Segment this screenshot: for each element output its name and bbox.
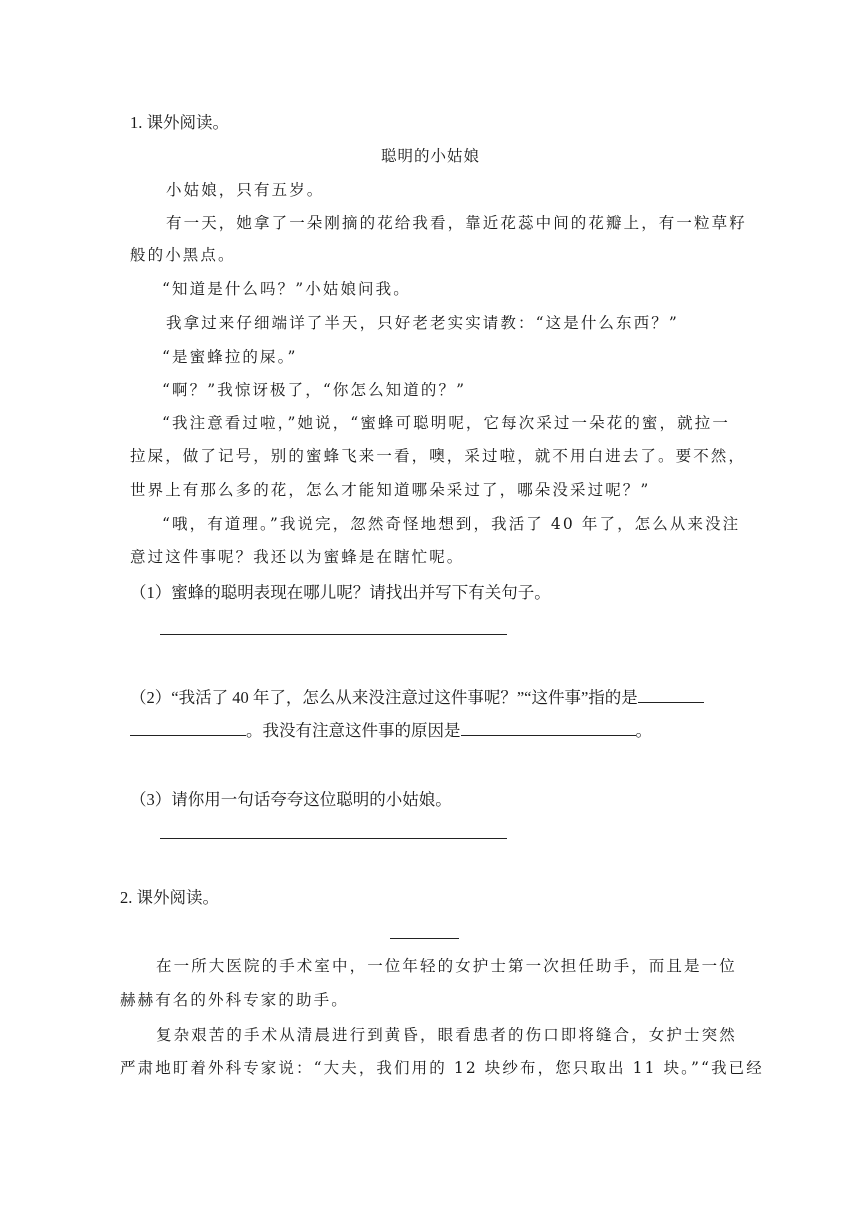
story2-line: 严肃地盯着外科专家说：“大夫，我们用的 12 块纱布，您只取出 11 块。”“我已经 xyxy=(120,1059,764,1077)
story-line: 有一天，她拿了一朵刚摘的花给我看，靠近花蕊中间的花瓣上，有一粒草籽 xyxy=(166,214,747,232)
subquestion-2-line-1 xyxy=(130,688,704,708)
story-line: “哦，有道理。”我说完，忽然奇怪地想到，我活了 40 年了，怎么从来没注 xyxy=(162,515,741,533)
answer-blank-2b[interactable] xyxy=(461,721,636,736)
subquestion-2-line-2 xyxy=(130,721,652,741)
story2-line: 复杂艰苦的手术从清晨进行到黄昏，眼看患者的伤口即将缝合，女护士突然 xyxy=(156,1026,737,1044)
subquestion-2-reason-text: 。我没有注意这件事的原因是 xyxy=(246,721,461,740)
story2-line: 在一所大医院的手术室中，一位年轻的女护士第一次担任助手，而且是一位 xyxy=(156,957,737,975)
story-line: 意过这件事呢？我还以为蜜蜂是在瞎忙呢。 xyxy=(130,548,465,566)
title-blank[interactable] xyxy=(390,938,459,939)
story-line: 我拿过来仔细端详了半天，只好老老实实请教：“这是什么东西？” xyxy=(166,314,679,332)
answer-line-3[interactable] xyxy=(160,838,507,839)
story-line: “是蜜蜂拉的屎。” xyxy=(162,348,298,366)
answer-line-1[interactable] xyxy=(160,634,507,635)
story-line: “我注意看过啦，”她说，“蜜蜂可聪明呢，它每次采过一朵花的蜜，就拉一 xyxy=(162,414,730,432)
story-line: “知道是什么吗？”小姑娘问我。 xyxy=(162,280,411,298)
story-title: 聪明的小姑娘 xyxy=(381,147,481,165)
story2-line: 赫赫有名的外科专家的助手。 xyxy=(120,991,349,1009)
question-2-heading: 2. 课外阅读。 xyxy=(120,888,219,907)
story-line: 拉屎，做了记号，别的蜜蜂飞来一看，噢，采过啦，就不用白进去了。要不然， xyxy=(130,447,747,465)
subquestion-1: （1）蜜蜂的聪明表现在哪儿呢？请找出并写下有关句子。 xyxy=(130,583,551,602)
story-line: 世界上有那么多的花，怎么才能知道哪朵采过了，哪朵没采过呢？” xyxy=(130,481,651,499)
subquestion-3: （3）请你用一句话夸夸这位聪明的小姑娘。 xyxy=(130,790,452,809)
story-line: 小姑娘，只有五岁。 xyxy=(166,181,325,199)
question-1-heading: 1. 课外阅读。 xyxy=(130,113,229,132)
answer-blank-2a[interactable] xyxy=(638,688,704,703)
answer-blank-2a-cont[interactable] xyxy=(130,721,246,736)
story-line: 般的小黑点。 xyxy=(130,246,236,264)
subquestion-2-end: 。 xyxy=(635,721,652,740)
story-line: “啊？”我惊讶极了，“你怎么知道的？” xyxy=(162,381,467,399)
subquestion-2-text: （2）“我活了 40 年了，怎么从来没注意过这件事呢？”“这件事”指的是 xyxy=(130,688,638,707)
